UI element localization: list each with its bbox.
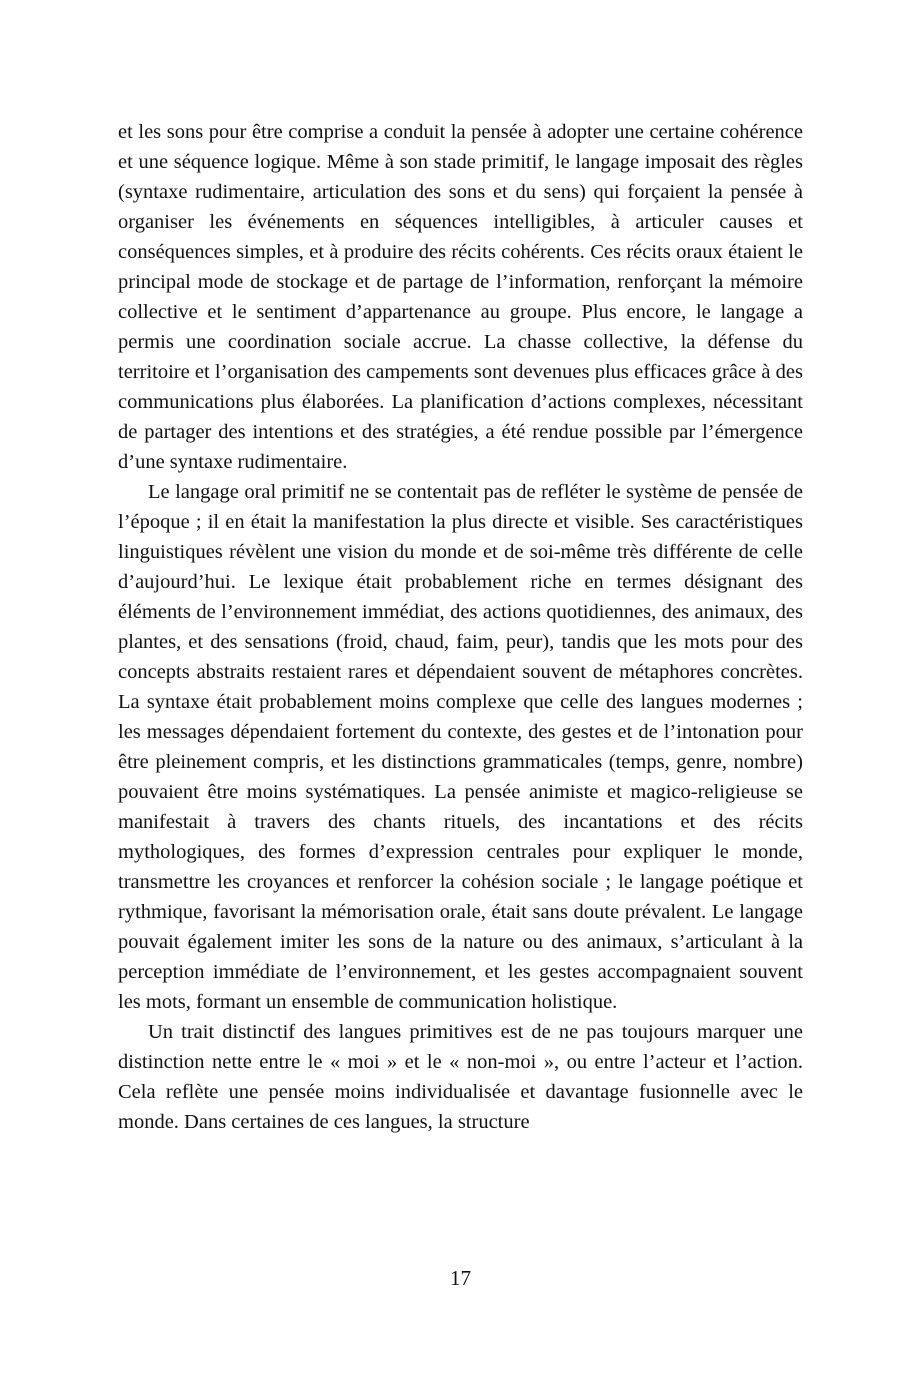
paragraph-continuation: et les sons pour être comprise a conduit la pensée à adopter une certaine cohérence et une séquence logique. Même à son stade primitif, le langage imposait des règles (syntaxe rudimentaire, articulation des sons et du sens) qui forçaient la pensée à organiser les événements en séquences intelligibles, à articuler causes et conséquences simples, et à produire des récits cohérents. Ces récits oraux étaient le principal mode de stockage et de partage de l’information, renforçant la mémoire collective et le sentiment d’appartenance au groupe. Plus encore, le langage a permis une coordination sociale accrue. La chasse collective, la défense du territoire et l’organisation des campements sont devenues plus efficaces grâce à des communications plus élaborées. La planification d’actions complexes, nécessitant de partager des intentions et des stratégies, a été rendue possible par l’émergence d’une syntaxe rudimentaire. — [118, 121, 803, 473]
page-number: 17 — [450, 1266, 471, 1290]
paragraph-distinctive-trait: Un trait distinctif des langues primitives est de ne pas toujours marquer une distinction nette entre le « moi » et le « non-moi », ou entre l’acteur et l’action. Cela reflète une pensée moins individualisée et davantage fusionnelle avec le monde. Dans certaines de ces langues, la structure — [118, 1021, 803, 1133]
body-text — [118, 117, 803, 1137]
paragraph-oral-language: Le langage oral primitif ne se contentait pas de refléter le système de pensée de l’époque ; il en était la manifestation la plus directe et visible. Ses caractéristiques linguistiques révèlent une vision du monde et de soi-même très différente de celle d’aujourd’hui. Le lexique était probablement riche en termes désignant des éléments de l’environnement immédiat, des actions quotidiennes, des animaux, des plantes, et des sensations (froid, chaud, faim, peur), tandis que les mots pour des concepts abstraits restaient rares et dépendaient souvent de métaphores concrètes. La syntaxe était probablement moins complexe que celle des langues modernes ; les messages dépendaient fortement du contexte, des gestes et de l’intonation pour être pleinement compris, et les distinctions grammaticales (temps, genre, nombre) pouvaient être moins systématiques. La pensée animiste et magico-religieuse se manifestait à travers des chants rituels, des incantations et des récits mythologiques, des formes d’expression centrales pour expliquer le monde, transmettre les croyances et renforcer la cohésion sociale ; le langage poétique et rythmique, favorisant la mémorisation orale, était sans doute prévalent. Le langage pouvait également imiter les sons de la nature ou des animaux, s’articulant à la perception immédiate de l’environnement, et les gestes accompagnaient souvent les mots, formant un ensemble de communication holistique. — [118, 481, 803, 1013]
